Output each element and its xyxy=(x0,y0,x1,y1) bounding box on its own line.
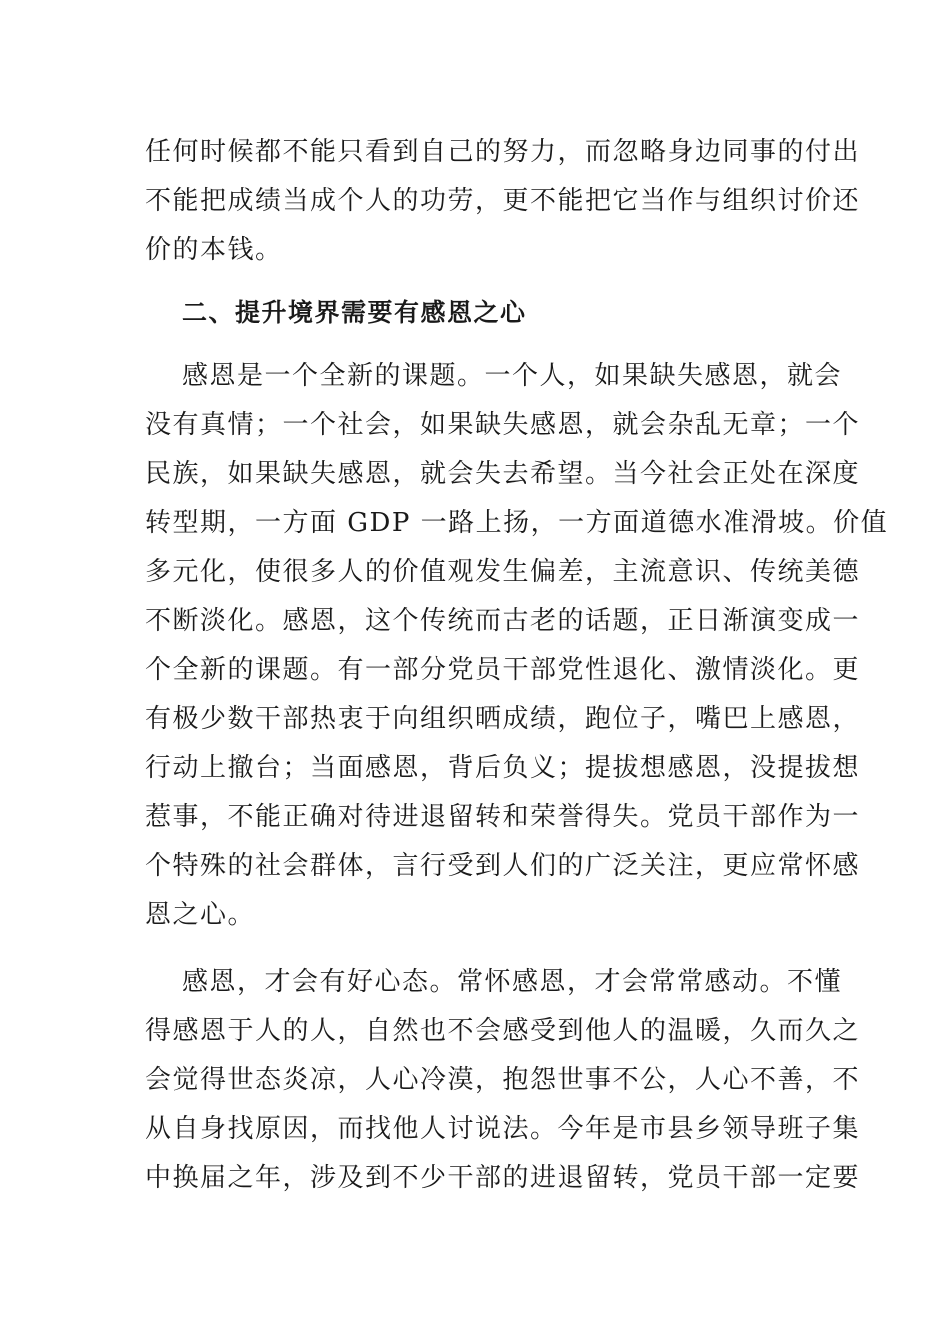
text-line: 多元化，使很多人的价值观发生偏差，主流意识、传统美德 xyxy=(145,557,861,587)
section-heading-block xyxy=(145,288,807,337)
text-line: 价的本钱。 xyxy=(145,235,283,265)
text-line: 得感恩于人的人，自然也不会感受到他人的温暖，久而久之 xyxy=(145,1016,861,1046)
text-line: 惹事，不能正确对待进退留转和荣誉得失。党员干部作为一 xyxy=(145,802,861,832)
text-line: 转型期，一方面 GDP 一路上扬，一方面道德水准滑坡。价值 xyxy=(145,508,889,538)
text-line: 不断淡化。感恩，这个传统而古老的话题，正日渐演变成一 xyxy=(145,606,861,636)
text-line: 感恩，才会有好心态。常怀感恩，才会常常感动。不懂 xyxy=(182,967,843,997)
text-line: 会觉得世态炎凉，人心冷漠，抱怨世事不公，人心不善，不 xyxy=(145,1065,861,1095)
text-line: 不能把成绩当成个人的功劳，更不能把它当作与组织讨价还 xyxy=(145,186,861,216)
text-line: 感恩是一个全新的课题。一个人，如果缺失感恩，就会 xyxy=(182,361,843,391)
text-line: 个特殊的社会群体，言行受到人们的广泛关注，更应常怀感 xyxy=(145,851,861,881)
text-line: 个全新的课题。有一部分党员干部党性退化、激情淡化。更 xyxy=(145,655,861,685)
text-line: 没有真情；一个社会，如果缺失感恩，就会杂乱无章；一个 xyxy=(145,410,861,440)
text-line: 民族，如果缺失感恩，就会失去希望。当今社会正处在深度 xyxy=(145,459,861,489)
text-line: 行动上撤台；当面感恩，背后负义；提拔想感恩，没提拔想 xyxy=(145,753,861,783)
text-line: 从自身找原因，而找他人讨说法。今年是市县乡领导班子集 xyxy=(145,1114,861,1144)
text-line: 任何时候都不能只看到自己的努力，而忽略身边同事的付出 xyxy=(145,137,861,167)
paragraph-good-mindset xyxy=(145,958,861,1203)
section-heading: 二、提升境界需要有感恩之心 xyxy=(182,298,527,327)
text-line: 中换届之年，涉及到不少干部的进退留转，党员干部一定要 xyxy=(145,1163,861,1193)
paragraph-gratitude-topic xyxy=(145,352,889,940)
text-line: 恩之心。 xyxy=(145,900,256,930)
intro-paragraph xyxy=(145,128,861,275)
text-line: 有极少数干部热衷于向组织晒成绩，跑位子，嘴巴上感恩， xyxy=(145,704,861,734)
